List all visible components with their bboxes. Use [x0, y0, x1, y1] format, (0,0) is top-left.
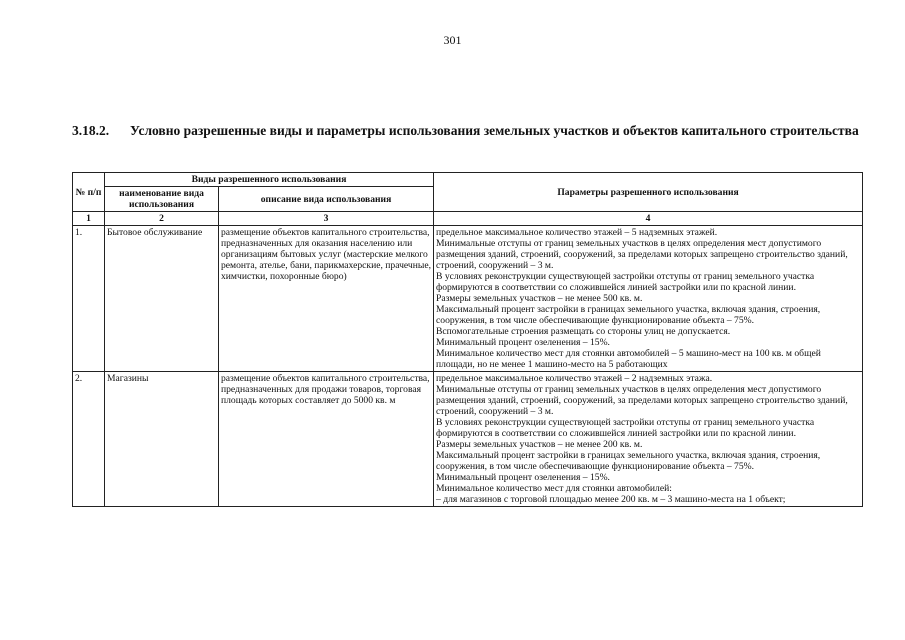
- parameter-line: Максимальный процент застройки в границах земельного участка, включая здания, строения, сооружения, в том числе обеспечивающие функционирование объекта – 75%.: [436, 450, 821, 472]
- parameter-line: – для магазинов с торговой площадью менее 200 кв. м – 3 машино-места на 1 объект;: [436, 494, 786, 505]
- parameter-line: Минимальный процент озеленения – 15%.: [436, 337, 610, 348]
- permitted-use-table: [72, 172, 863, 507]
- table-row: [73, 226, 863, 372]
- parameter-line: Максимальный процент застройки в границах земельного участка, включая здания, строения, сооружения, в том числе обеспечивающие функционирование объекта – 75%.: [436, 304, 821, 326]
- parameter-line: предельное максимальное количество этажей – 5 надземных этажей.: [436, 227, 718, 238]
- index-cell: 4: [434, 212, 863, 226]
- section-heading: [72, 123, 872, 139]
- header-num: № п/п: [73, 173, 105, 212]
- header-description: описание вида использования: [219, 187, 434, 212]
- page-number: 301: [443, 33, 462, 47]
- parameter-line: Минимальный процент озеленения – 15%.: [436, 472, 610, 483]
- table-row: [73, 372, 863, 507]
- row-use-description: размещение объектов капитального строительства, предназначенных для оказания населению или организациям бытовых услуг (мастерские мелкого ремонта, ателье, бани, парикмахерские, прачечные, химчистки, похоронные бюро): [219, 226, 434, 372]
- parameter-line: Минимальное количество мест для стоянки автомобилей:: [436, 483, 672, 494]
- parameter-line: Вспомогательные строения размещать со стороны улиц не допускается.: [436, 326, 731, 337]
- parameter-line: В условиях реконструкции существующей застройки отступы от границ земельного участка формируются в соответствии со сложившейся линией застройки или по красной линии.: [436, 271, 815, 293]
- parameter-line: Размеры земельных участков – не менее 200 кв. м.: [436, 439, 643, 450]
- parameter-line: Минимальные отступы от границ земельных участков в целях определения мест допустимого размещения зданий, строений, сооружений, за пределами которых запрещено строительство зданий, строений, сооружений – 3 м.: [436, 384, 848, 417]
- row-parameters: [434, 372, 863, 507]
- index-cell: 2: [105, 212, 219, 226]
- section-number: 3.18.2.: [72, 123, 110, 138]
- row-use-description: размещение объектов капитального строительства, предназначенных для продажи товаров, торговая площадь которых составляет до 5000 кв. м: [219, 372, 434, 507]
- row-number: 1.: [73, 226, 105, 372]
- header-name: наименование вида использования: [105, 187, 219, 212]
- section-title: Условно разрешенные виды и параметры использования земельных участков и объектов капитального строительства: [130, 123, 859, 138]
- header-group: Виды разрешенного использования: [105, 173, 434, 187]
- index-row: [73, 212, 863, 226]
- header-row: [73, 173, 863, 187]
- parameter-line: Размеры земельных участков – не менее 500 кв. м.: [436, 293, 643, 304]
- parameter-line: Минимальные отступы от границ земельных участков в целях определения мест допустимого размещения зданий, строений, сооружений, за пределами которых запрещено строительство зданий, строений, сооружений – 3 м.: [436, 238, 848, 271]
- index-cell: 1: [73, 212, 105, 226]
- row-use-name: Магазины: [105, 372, 219, 507]
- parameter-line: В условиях реконструкции существующей застройки отступы от границ земельного участка формируются в соответствии со сложившейся линией застройки или по красной линии.: [436, 417, 815, 439]
- row-parameters: [434, 226, 863, 372]
- row-number: 2.: [73, 372, 105, 507]
- parameter-line: Минимальное количество мест для стоянки автомобилей – 5 машино-мест на 100 кв. м общей площади, но не менее 1 машино-место на 5 работающих: [436, 348, 821, 370]
- index-cell: 3: [219, 212, 434, 226]
- header-params: Параметры разрешенного использования: [434, 173, 863, 212]
- parameter-line: предельное максимальное количество этажей – 2 надземных этажа.: [436, 373, 713, 384]
- row-use-name: Бытовое обслуживание: [105, 226, 219, 372]
